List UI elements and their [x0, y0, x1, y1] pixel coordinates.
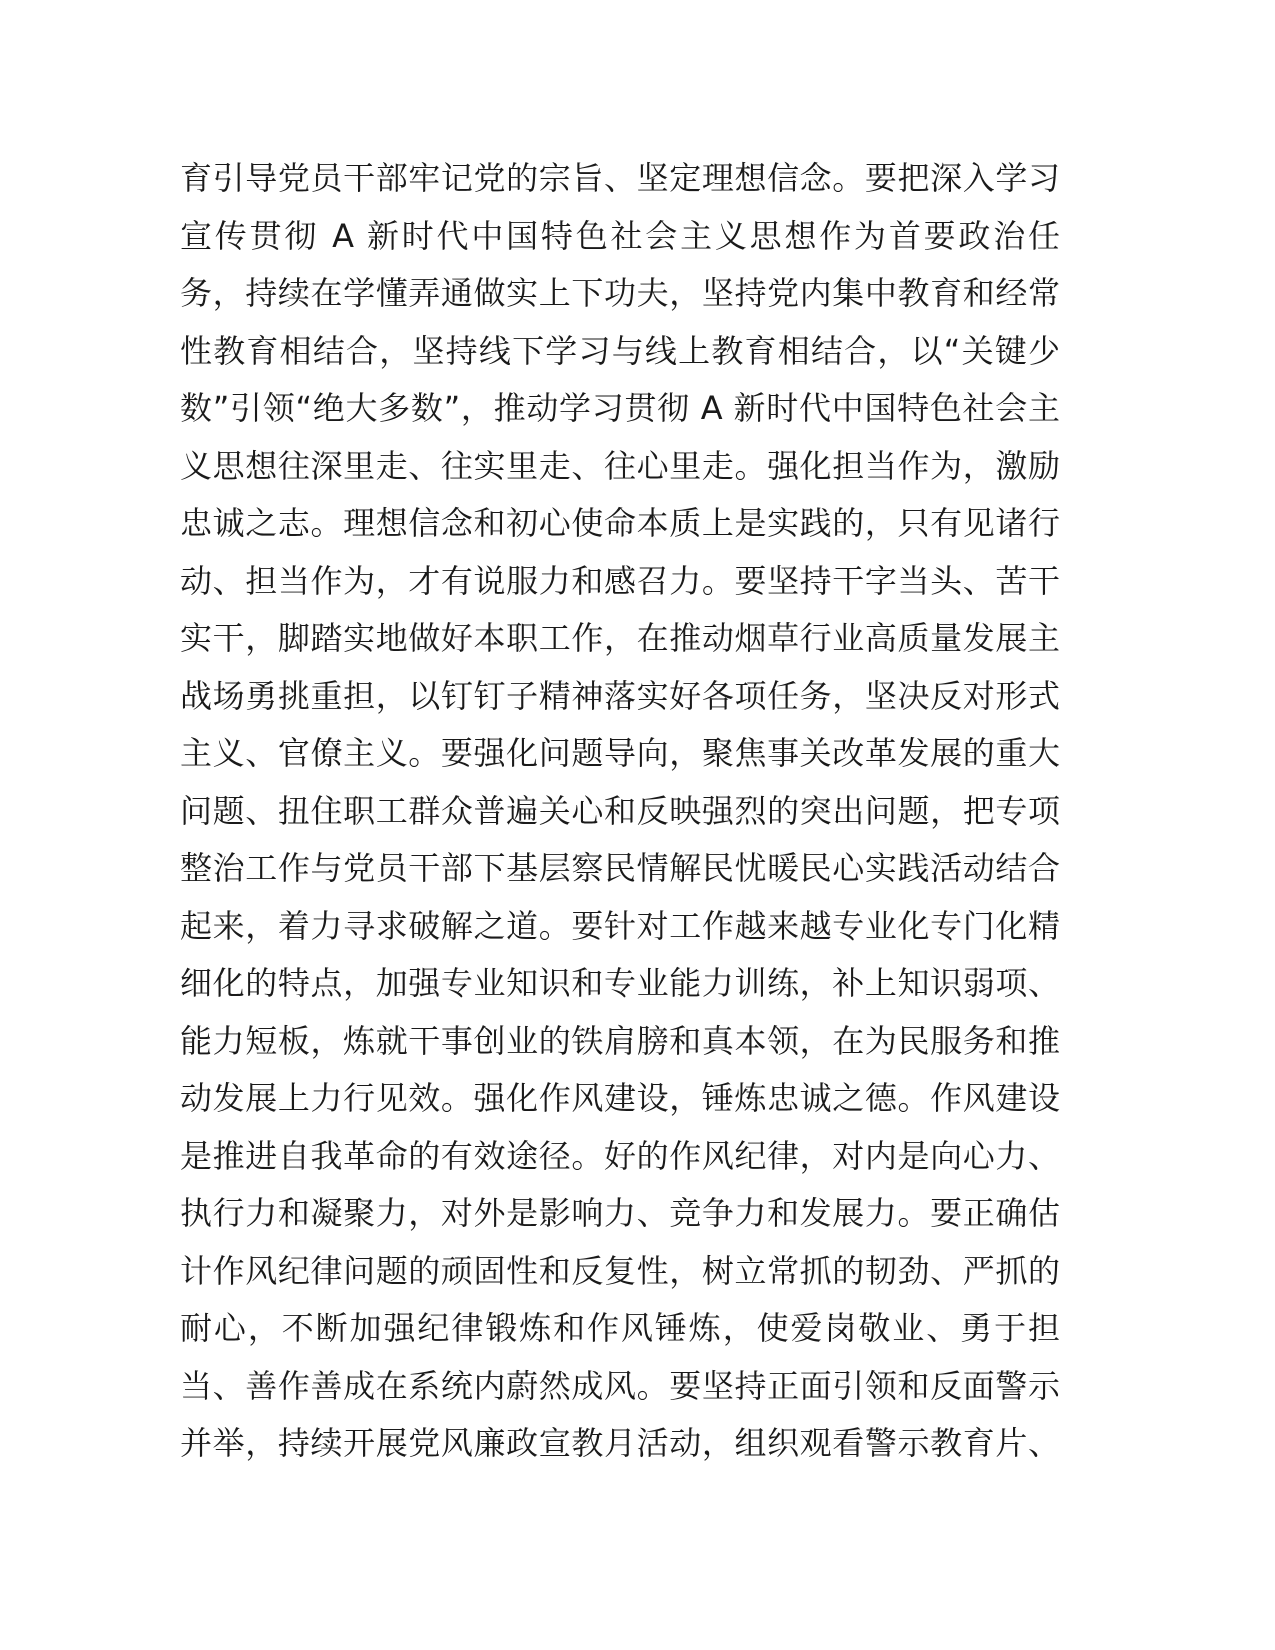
text-line: 耐心，不断加强纪律锻炼和作风锤炼，使爱岗敬业、勇于担: [180, 1309, 1060, 1347]
text-line: 细化的特点，加强专业知识和专业能力训练，补上知识弱项、: [180, 964, 1060, 1002]
text-line: 宣传贯彻 A 新时代中国特色社会主义思想作为首要政治任: [180, 216, 1060, 255]
body-paragraph: [180, 150, 1060, 1473]
text-line: 当、善作善成在系统内蔚然成风。要坚持正面引领和反面警示: [180, 1366, 1060, 1405]
text-line: 执行力和凝聚力，对外是影响力、竞争力和发展力。要正确估: [180, 1194, 1060, 1232]
text-line: 起来，着力寻求破解之道。要针对工作越来越专业化专门化精: [180, 906, 1060, 945]
text-line: 战场勇挑重担，以钉钉子精神落实好各项任务，坚决反对形式: [180, 676, 1060, 715]
text-line: 动、担当作为，才有说服力和感召力。要坚持干字当头、苦干: [180, 561, 1060, 600]
text-line: 并举，持续开展党风廉政宣教月活动，组织观看警示教育片、: [180, 1424, 1060, 1462]
text-line: 是推进自我革命的有效途径。好的作风纪律，对内是向心力、: [180, 1136, 1060, 1175]
text-line: 育引导党员干部牢记党的宗旨、坚定理想信念。要把深入学习: [180, 159, 1060, 197]
text-line: 动发展上力行见效。强化作风建设，锤炼忠诚之德。作风建设: [180, 1079, 1060, 1117]
text-line: 务，持续在学懂弄通做实上下功夫，坚持党内集中教育和经常: [180, 274, 1060, 312]
text-line: 忠诚之志。理想信念和初心使命本质上是实践的，只有见诸行: [180, 504, 1060, 542]
text-line: 计作风纪律问题的顽固性和反复性，树立常抓的韧劲、严抓的: [180, 1251, 1060, 1290]
text-line: 整治工作与党员干部下基层察民情解民忧暖民心实践活动结合: [180, 849, 1060, 887]
text-line: 义思想往深里走、往实里走、往心里走。强化担当作为，激励: [180, 446, 1060, 485]
text-line: 问题、扭住职工群众普遍关心和反映强烈的突出问题，把专项: [180, 791, 1060, 830]
text-line: 性教育相结合，坚持线下学习与线上教育相结合，以“关键少: [180, 331, 1060, 370]
text-line: 数”引领“绝大多数”，推动学习贯彻 A 新时代中国特色社会主: [180, 389, 1060, 427]
text-line: 能力短板，炼就干事创业的铁肩膀和真本领，在为民服务和推: [180, 1021, 1060, 1060]
text-line: 主义、官僚主义。要强化问题导向，聚焦事关改革发展的重大: [180, 734, 1060, 772]
text-line: 实干，脚踏实地做好本职工作，在推动烟草行业高质量发展主: [180, 619, 1060, 657]
